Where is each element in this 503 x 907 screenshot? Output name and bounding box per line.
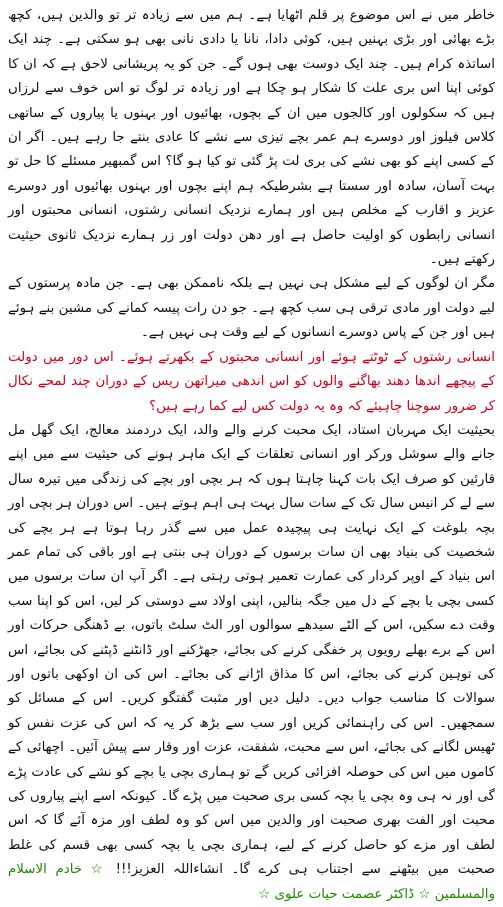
author-signature: ☆ خادم الاسلام والمسلمین ☆ ڈاکٹر عصمت حیات علوی ☆ [8,862,495,902]
paragraph-materialists: مگر ان لوگوں کے لیے مشکل ہی نہیں ہے بلکہ ناممکن بھی ہے۔ جن مادہ پرستوں کے لیے دولت اور مادی ترقی ہی سب کچھ ہے۔ جو دن رات پیسہ کمانے کی مشین بنے ہوئے ہیں اور جن کے پاس دوسرے انسانوں کے لیے وقت ہی نہیں ہے۔ [8,276,495,341]
paragraph-highlighted-warning: انسانی رشتوں کے ٹوٹتے ہوئے اور انسانی محبتوں کے بکھرتے ہوئے۔ اس دور میں دولت کے پیچھے اندھا دھند بھاگنے والوں کو اس اندھی میراتھن ریس کے دوران چند لمحے نکال کر ضرور سوچنا چاہیئے کہ وہ یہ دولت کس لیے کما رہے ہیں؟ [8,349,495,414]
paragraph-advice-text: بحیثیت ایک مہربان استاد، ایک محبت کرنے والے والد، ایک دردمند معالج، ایک گھل مل جانے والے سوشل ورکر اور انسانی تعلقات کے ایک ماہر ہونے کی حیثیت سے میں اپنے قارئین کو صرف ایک بات کہنا چاہتا ہوں کہ ہر بچی اور بچے کی زندگی میں تیرہ سال سے لے کر انیس سال تک کے سات سال بہت ہی اہم ہوتے ہیں۔ اس دوران ہر بچی اور بچہ بلوغت کے ایک نہایت ہی پیچیدہ عمل میں سے گذر رہا ہوتا ہے ہر بچے کی شخصیت کی بنیاد بھی ان سات برسوں کے دوران ہی بنتی ہے اور باقی کی تمام عمر اس بنیاد کے اوپر کردار کی عمارت تعمیر ہوتی رہتی ہے۔ اگر آپ ان سات برسوں میں کسی بچی یا بچے کے دل میں جگہ بنالیں، اپنی اولاد سے دوستی کر لیں، اس کو اپنا سب وقت دے سکیں، اس کے الٹے سیدھے سوالوں اور الٹ سلٹ باتوں، بے ڈھنگی حرکات اور اس کے برے بھلے رویوں پر خفگی کرنے کی بجائے، جھڑکنے اور ڈانٹنے ڈپٹنے کی بجائے، اس کی توہین کرنے کی بجائے، اس کا مذاق اڑانے کی بجائے۔ اس کی ان اوکھی باتوں اور سوالات کا مناسب جواب دیں۔ دلیل دیں اور مثبت گفتگو کریں۔ اس کے مسائل کو سمجھیں۔ اس کی راہنمائی کریں اور سب سے بڑھ کر یہ کہ اس کی عزت نفس کو ٹھیس لگانے کی بجائے، اس سے محبت، شفقت، عزت اور وقار سے پیش آئیں۔ اچھائی کے کاموں میں اس کی حوصلہ افزائی کریں گے تو ہماری بچی یا بچے کو نشے کی عادت پڑے گی اور نہ ہی وہ بچی یا بچہ کسی بری صحبت میں پڑے گا۔ کیونکہ اسے اپنے پیاروں کی محبت اور الفت بھری صحبت اور والدین میں اس کو وہ لطف اور مزہ آئے گا کہ اس لطف اور مزے کو حاصل کرنے کے لیے، ہماری بچی یا بچہ کسی بھی قسم کی غلط صحبت میں بیٹھنے سے اجتناب ہی کرے گا۔ انشاءاللہ العزیز!!! [8,422,495,878]
paragraph-intro: خاطر میں نے اس موضوع پر قلم اٹھایا ہے۔ ہم میں سے زیادہ تر تو والدین ہیں، کچھ بڑے بھائی اور بڑی بہنیں ہیں، کوئی دادا، نانا یا دادی نانی بھی ہو سکتی ہے۔ چند ایک اساتذہ کرام ہیں۔ چند ایک دوست بھی ہوں گے۔ جن کو یہ پریشانی لاحق ہے کہ ان کا کوئی اپنا اس بری علت کا شکار ہو چکا ہے اور زیادہ تر لوگ تو اس خوف سے لرزاں ہیں کہ سکولوں اور کالجوں میں ان کے بچوں، بھائیوں اور بہنوں یا پیاروں کے ساتھی کلاس فیلوز اور دوسرے ہم عمر بچے تیزی سے نشے کا عادی بنتے جا رہے ہیں۔ اگر ان کے کسی اپنے کو بھی نشے کی بری لت پڑ گئی تو کیا ہو گا؟ اس گمبھیر مسئلے کا حل تو بہت آسان، سادہ اور سستا ہے بشرطیکہ ہم اپنے بچوں اور بہنوں بھائیوں اور دوسرے عزیز و اقارب کے مخلص ہیں اور ہمارے نزدیک انسانی رشتوں، انسانی محبتوں اور انسانی رابطوں کو اولیت حاصل ہے اور دھن دولت اور زر ہمارے نزدیک ثانوی حیثیت رکھتے ہیں۔ [8,8,495,268]
paragraph-advice [8,419,495,907]
